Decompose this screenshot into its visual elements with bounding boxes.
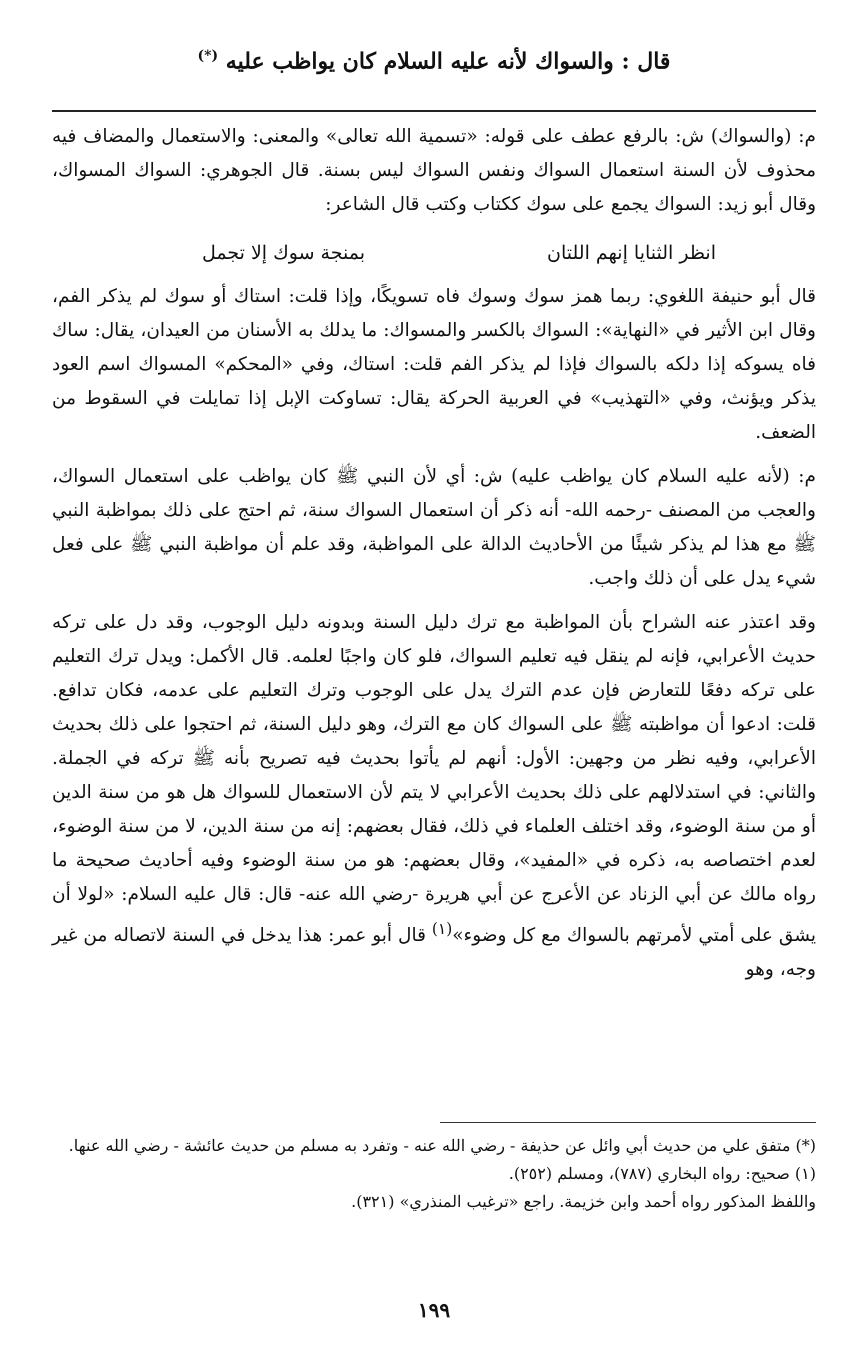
footnotes bbox=[60, 1132, 816, 1216]
paragraph-mawazaba: م: (لأنه عليه السلام كان يواظب عليه) ش: أي لأن النبي ﷺ كان يواظب على استعمال السواك، والعجب من المصنف -رحمه الله- أنه ذكر أن استعمال السواك سنة، ثم احتج على ذلك بمواظبة النبي ﷺ مع هذا لم يذكر شيئًا من الأحاديث الدالة على المواظبة، وقد علم أن مواظبة النبي ﷺ على فعل شيء يدل على أن ذلك واجب. bbox=[52, 466, 816, 589]
paragraph-siwak-definition: م: (والسواك) ش: بالرفع عطف على قوله: «تسمية الله تعالى» والمعنى: والاستعمال والمضاف فيه محذوف لأن السنة استعمال السواك ونفس السواك ليس بسنة. قال الجوهري: السواك المسواك، وقال أبو زيد: السواك يجمع على سوك ككتاب وكتب قال الشاعر: bbox=[52, 126, 816, 215]
header-footnote-mark: (*) bbox=[197, 48, 219, 64]
paragraph-linguistic: قال أبو حنيفة اللغوي: ربما همز سوك وسوك فاه تسويكًا، وإذا قلت: استاك أو سوك لم يذكر الفم، وقال ابن الأثير في «النهاية»: السواك بالكسر والمسواك: ما يدلك به الأسنان من العيدان، يقال: ساك فاه يسوكه إذا دلكه بالسواك فإذا لم يذكر الفم قلت: استاك، وفي «المحكم» المسواك اسم العود يذكر ويؤنث، وفي «التهذيب» في العربية الحركة يقال: تساوكت الإبل إذا تمايلت في السقوط من الضعف. bbox=[52, 286, 816, 443]
discussion-text: وقد اعتذر عنه الشراح بأن المواظبة مع ترك دليل السنة وبدونه دليل الوجوب، وقد دل على تركه حديث الأعرابي، فإنه لم ينقل فيه تعليم السواك، فلو كان واجبًا لعلمه. قال الأكمل: ويدل ترك التعليم على تركه دفعًا للتعارض فإن عدم الترك يدل على الوجوب وترك التعليم على عدمه، فكان تدافع. قلت: ادعوا أن مواظبته ﷺ على السواك كان مع الترك، وهو دليل السنة، ثم احتجوا على ذلك بحديث الأعرابي، وفيه نظر من وجهين: الأول: أنهم لم يأتوا بحديث فيه تصريح بأنه ﷺ تركه في الجملة. والثاني: في استدلالهم على ذلك بحديث الأعرابي لا يتم لأن الاستعمال للسواك هل هو من سنة الدين أو من سنة الوضوء، وقد اختلف العلماء في ذلك، فقال بعضهم: إنه من سنة الدين، لا من سنة الوضوء، لعدم اختصاصه به، ذكره في «المفيد»، وقال بعضهم: هو من سنة الوضوء وفيه أحاديث صحيحة ما رواه مالك عن أبي الزناد عن الأعرج عن أبي هريرة -رضي الله عنه- قال: قال عليه السلام: «لولا أن يشق على أمتي لأمرتهم بالسواك مع كل وضوء» bbox=[52, 612, 816, 947]
verse-hemistich-2: بمنجة سوك إلا تجمل bbox=[202, 242, 366, 264]
poetry-verse bbox=[52, 232, 816, 280]
paragraph-discussion bbox=[52, 606, 816, 987]
page-header bbox=[60, 48, 808, 74]
footnote-1: (١) صحيح: رواه البخاري (٧٨٧)، ومسلم (٢٥٢). bbox=[508, 1164, 816, 1183]
verse-hemistich-1: انظر الثنايا إنهم اللتان bbox=[547, 242, 716, 264]
footnote-ref-1: (١) bbox=[431, 920, 453, 938]
footnote-rule bbox=[440, 1122, 816, 1123]
header-rule bbox=[52, 110, 816, 112]
header-title: قال : والسواك لأنه عليه السلام كان يواظب عليه bbox=[225, 48, 671, 75]
footnote-2: واللفظ المذكور رواه أحمد وابن خزيمة. راجع «ترغيب المنذري» (٣٢١). bbox=[351, 1192, 816, 1211]
page-number: ١٩٩ bbox=[417, 1298, 451, 1322]
main-text bbox=[52, 120, 816, 997]
discussion-tail: قال أبو عمر: هذا يدخل في السنة لاتصاله من غير وجه، وهو bbox=[52, 925, 816, 981]
footnote-star: (*) متفق علي من حديث أبي وائل عن حذيفة - رضي الله عنه - وتفرد به مسلم من حديث عائشة - رضي الله عنها. bbox=[68, 1136, 816, 1155]
